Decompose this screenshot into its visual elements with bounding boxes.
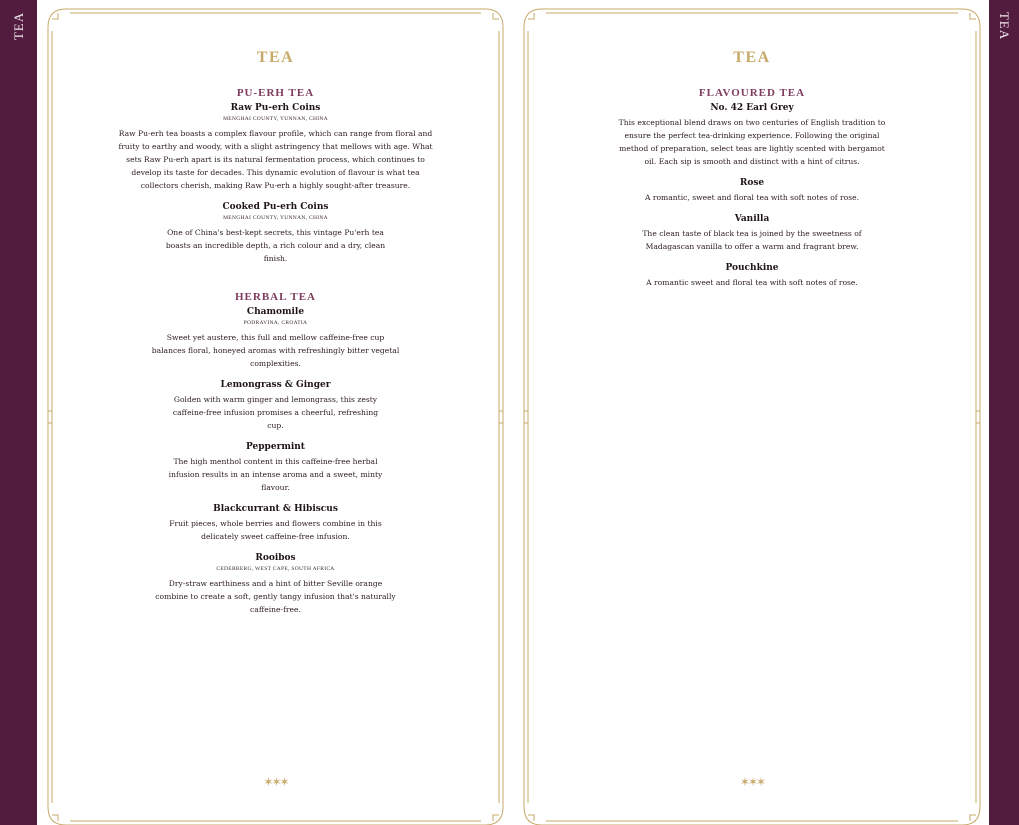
item-origin: PODRAVINA, CROATIA bbox=[243, 320, 308, 326]
ornament-icon: ✶✶✶ bbox=[263, 775, 288, 789]
item-description: Fruit pieces, whole berries and flowers combine in this delicately sweet caffeine-free infusion. bbox=[169, 519, 382, 541]
item-name: Pouchkine bbox=[725, 263, 779, 273]
section-pu-erh bbox=[78, 87, 473, 265]
item-name: Rooibos bbox=[255, 553, 296, 563]
item-origin: MENGHAI COUNTY, YUNNAN, CHINA bbox=[223, 116, 328, 122]
item-description: This exceptional blend draws on two centuries of English tradition to ensure the perfect tea-drinking experience. Following the original method of preparation, select teas are lightly scented with bergamot oil. Each sip is smooth and distinct with a hint of citrus. bbox=[618, 118, 886, 166]
item-origin: CEDERBERG, WEST CAPE, SOUTH AFRICA bbox=[216, 566, 335, 572]
right-tab-label: TEA bbox=[997, 11, 1012, 41]
item-description: The high menthol content in this caffeine-free herbal infusion results in an intense aroma and a sweet, minty flavour. bbox=[168, 457, 383, 492]
section-flavoured bbox=[554, 87, 950, 289]
item-origin: MENGHAI COUNTY, YUNNAN, CHINA bbox=[223, 215, 328, 221]
item-name: Rose bbox=[739, 178, 765, 188]
item-description: The clean taste of black tea is joined by the sweetness of Madagascan vanilla to offer a warm and fragrant brew. bbox=[642, 229, 862, 251]
item-name: Cooked Pu-erh Coins bbox=[222, 202, 329, 212]
item-description: Golden with warm ginger and lemongrass, this zesty caffeine-free infusion promises a cheerful, refreshing cup. bbox=[172, 395, 379, 430]
menu-item bbox=[554, 214, 950, 253]
section-heading: HERBAL TEA bbox=[234, 291, 317, 303]
item-name: Blackcurrant & Hibiscus bbox=[213, 504, 338, 514]
left-tab-label: TEA bbox=[10, 11, 26, 41]
item-description: A romantic sweet and floral tea with soft notes of rose. bbox=[646, 278, 858, 287]
item-description: Raw Pu-erh tea boasts a complex flavour profile, which can range from floral and fruity to earthy and woody, with a slight astringency that mellows with age. What sets Raw Pu-erh apart is its natural fermentation process, which continues to develop its taste for decades. This dynamic evolution of flavour is what tea collectors cherish, making Raw Pu-erh a highly sought-after treasure. bbox=[118, 129, 433, 190]
right-page-title: TEA bbox=[733, 49, 771, 66]
item-name: Peppermint bbox=[246, 442, 305, 452]
menu-item bbox=[554, 263, 950, 289]
item-name: Vanilla bbox=[734, 214, 770, 224]
menu-item bbox=[78, 103, 473, 192]
menu-item bbox=[554, 178, 950, 204]
right-menu-page bbox=[524, 9, 980, 825]
left-side-tab bbox=[0, 0, 37, 825]
item-name: Raw Pu-erh Coins bbox=[230, 103, 321, 113]
menu-item bbox=[78, 307, 473, 370]
item-description: Sweet yet austere, this full and mellow caffeine-free cup balances floral, honeyed aromas with refreshingly bitter vegetal complexities. bbox=[151, 333, 400, 368]
menu-item bbox=[78, 442, 473, 494]
item-name: Chamomile bbox=[246, 307, 305, 317]
item-name: No. 42 Earl Grey bbox=[710, 103, 794, 113]
ornament-icon: ✶✶✶ bbox=[739, 775, 765, 789]
section-heading: PU-ERH TEA bbox=[236, 87, 315, 99]
section-heading: FLAVOURED TEA bbox=[698, 87, 806, 99]
menu-item bbox=[78, 504, 473, 543]
right-side-tab bbox=[989, 0, 1019, 825]
menu-item bbox=[78, 202, 473, 265]
left-menu-page bbox=[48, 9, 503, 825]
left-page-title: TEA bbox=[256, 49, 295, 66]
menu-item bbox=[554, 103, 950, 168]
item-name: Lemongrass & Ginger bbox=[220, 380, 331, 390]
section-herbal bbox=[78, 291, 473, 616]
item-description: Dry-straw earthiness and a hint of bitter Seville orange combine to create a soft, gently tangy infusion that's naturally caffeine-free. bbox=[155, 579, 396, 614]
item-description: A romantic, sweet and floral tea with soft notes of rose. bbox=[644, 193, 860, 202]
menu-item bbox=[78, 553, 473, 616]
menu-item bbox=[78, 380, 473, 432]
item-description: One of China's best-kept secrets, this vintage Pu'erh tea boasts an incredible depth, a rich colour and a dry, clean finish. bbox=[165, 228, 386, 263]
right-page-content bbox=[554, 87, 950, 299]
left-page-content bbox=[78, 87, 473, 626]
